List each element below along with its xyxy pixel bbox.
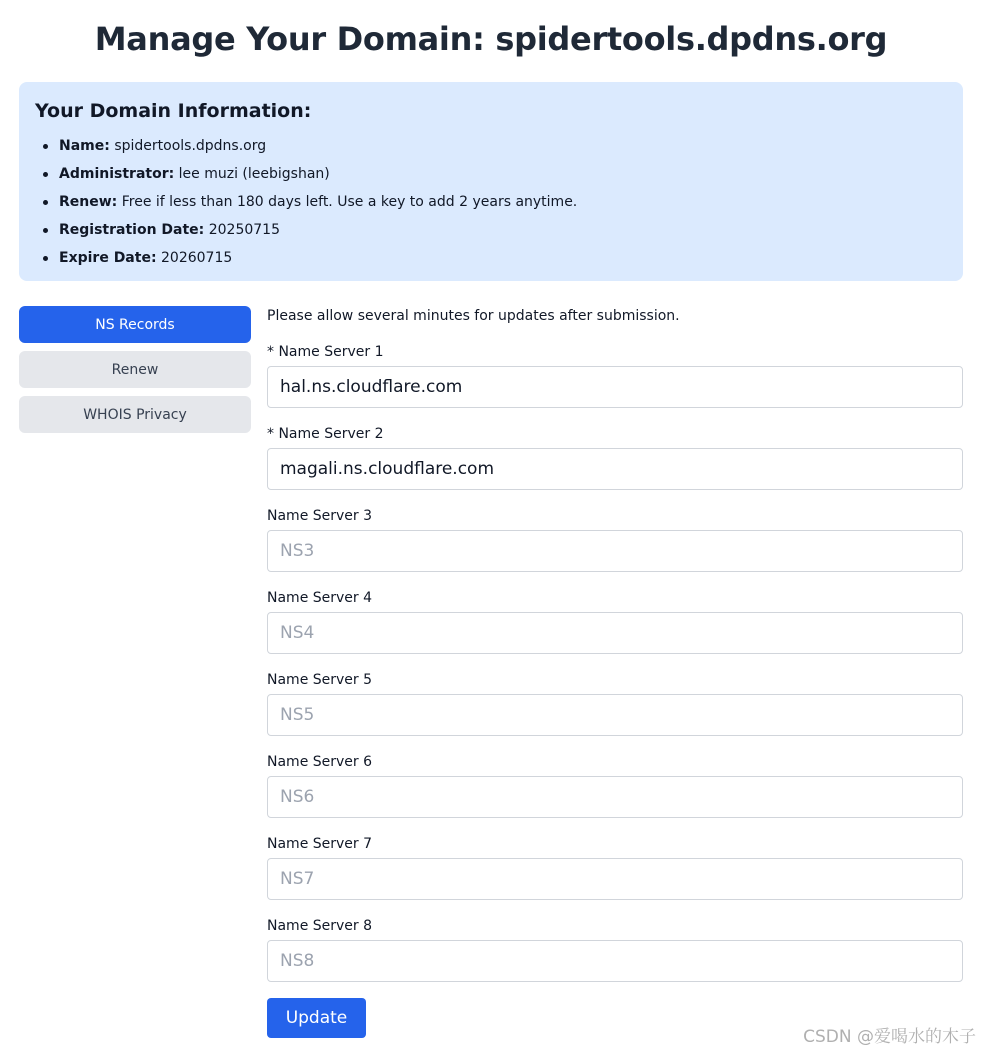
- info-label: Registration Date:: [59, 222, 205, 238]
- name-server-2-input[interactable]: [267, 448, 963, 490]
- field-ns1: [267, 342, 963, 408]
- info-value: Free if less than 180 days left. Use a key to add 2 years anytime.: [121, 194, 578, 210]
- field-label: Name Server 5: [267, 672, 373, 688]
- update-notice: Please allow several minutes for updates after submission.: [267, 308, 680, 324]
- name-server-1-input[interactable]: [267, 366, 963, 408]
- sidebar-item-whois-privacy[interactable]: WHOIS Privacy: [19, 396, 251, 433]
- info-label: Renew:: [59, 194, 118, 210]
- info-item-registration-date: [59, 216, 947, 244]
- field-ns8: [267, 916, 963, 982]
- ns-records-form: [267, 306, 963, 1038]
- field-label: Name Server 3: [267, 508, 373, 524]
- domain-info-panel: [19, 82, 963, 281]
- name-server-6-input[interactable]: [267, 776, 963, 818]
- info-item-expire-date: [59, 244, 947, 272]
- name-server-3-input[interactable]: [267, 530, 963, 572]
- domain-info-heading: Your Domain Information:: [35, 100, 312, 122]
- field-label: * Name Server 1: [267, 344, 384, 360]
- sidebar-nav: [19, 306, 251, 441]
- update-button[interactable]: Update: [267, 998, 366, 1038]
- field-label: * Name Server 2: [267, 426, 384, 442]
- info-label: Expire Date:: [59, 250, 157, 266]
- name-server-5-input[interactable]: [267, 694, 963, 736]
- field-ns3: [267, 506, 963, 572]
- info-value: 20260715: [161, 250, 233, 266]
- info-item-administrator: [59, 160, 947, 188]
- info-value: lee muzi (leebigshan): [178, 166, 330, 182]
- sidebar-item-renew[interactable]: Renew: [19, 351, 251, 388]
- field-label: Name Server 4: [267, 590, 373, 606]
- info-label: Name:: [59, 138, 110, 154]
- field-ns5: [267, 670, 963, 736]
- name-server-8-input[interactable]: [267, 940, 963, 982]
- watermark: CSDN @爱喝水的木子: [803, 1027, 976, 1047]
- info-item-name: [59, 132, 947, 160]
- field-ns7: [267, 834, 963, 900]
- field-label: Name Server 7: [267, 836, 373, 852]
- field-ns6: [267, 752, 963, 818]
- info-label: Administrator:: [59, 166, 175, 182]
- domain-info-list: [35, 132, 947, 272]
- name-server-7-input[interactable]: [267, 858, 963, 900]
- field-label: Name Server 6: [267, 754, 373, 770]
- info-value: 20250715: [208, 222, 280, 238]
- info-item-renew: [59, 188, 947, 216]
- name-server-4-input[interactable]: [267, 612, 963, 654]
- page-title: Manage Your Domain: spidertools.dpdns.org: [94, 20, 888, 58]
- sidebar-item-ns-records[interactable]: NS Records: [19, 306, 251, 343]
- field-label: Name Server 8: [267, 918, 373, 934]
- field-ns2: [267, 424, 963, 490]
- field-ns4: [267, 588, 963, 654]
- info-value: spidertools.dpdns.org: [114, 138, 267, 154]
